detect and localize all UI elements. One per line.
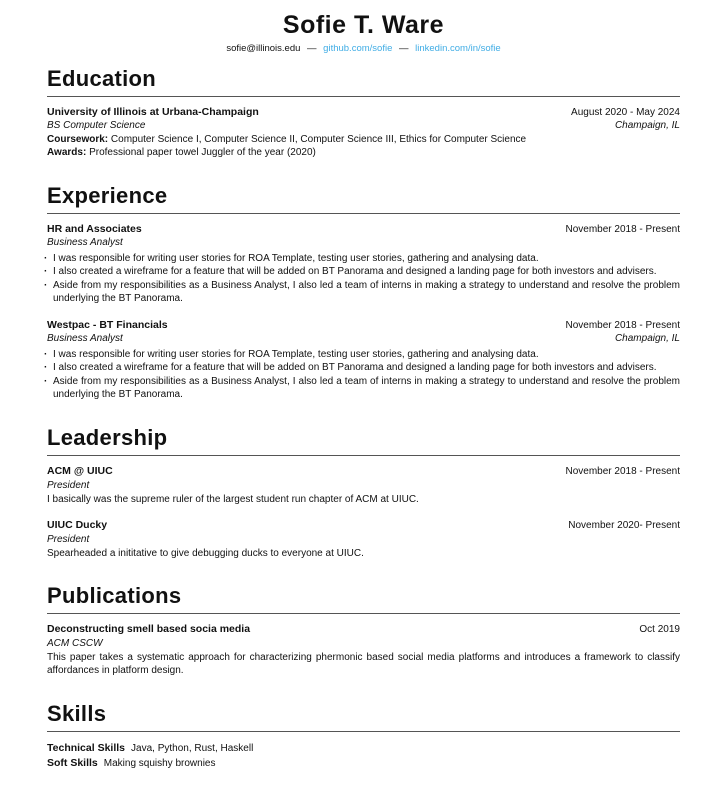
publication-venue: ACM CSCW xyxy=(47,637,103,649)
role-description: I basically was the supreme ruler of the largest student run chapter of ACM at UIUC. xyxy=(47,493,419,505)
section-leadership xyxy=(47,426,680,560)
publication-description: This paper takes a systematic approach for characterizing phermonic based social media platforms and introduces a framework to classify affordances in platform design. xyxy=(47,651,680,677)
technical-skills-label: Technical Skills xyxy=(47,741,126,754)
education-location: Champaign, IL xyxy=(614,120,680,132)
bullet-item: · I was responsible for writing user stories for ROA Template, testing user stories, gathering and analysing data. xyxy=(43,252,680,266)
skills-entry xyxy=(47,741,680,771)
education-dates: August 2020 - May 2024 xyxy=(571,106,680,118)
leadership-entry xyxy=(47,465,680,506)
resume-header xyxy=(47,12,680,54)
experience-entry xyxy=(47,319,680,402)
leadership-heading: Leadership xyxy=(47,424,168,450)
email-text: sofie@illinois.edu xyxy=(226,42,301,54)
degree: BS Computer Science xyxy=(47,120,146,132)
coursework-label: Coursework: xyxy=(47,133,109,145)
education-entry xyxy=(47,106,680,160)
job-dates: November 2018 - Present xyxy=(565,223,680,235)
company-name: Westpac - BT Financials xyxy=(47,318,168,331)
soft-skills-list: Making squishy brownies xyxy=(103,757,216,769)
bullet-item: · I also created a wireframe for a feature that will be added on BT Panorama and designed a landing page for both investors and advisers. xyxy=(43,265,680,279)
publications-heading: Publications xyxy=(47,583,182,609)
bullet-item: · I also created a wireframe for a feature that will be added on BT Panorama and designed a landing page for both investors and advisers. xyxy=(43,361,680,375)
separator-dash: — xyxy=(307,42,317,54)
role-title: President xyxy=(47,533,90,545)
school-name: University of Illinois at Urbana-Champaign xyxy=(47,105,259,118)
separator-dash: — xyxy=(399,42,409,54)
bullet-item: · Aside from my responsibilities as a Business Analyst, I also led a team of interns in making a strategy to understand and resolve the problem underlying the BT Panorama. xyxy=(43,375,680,402)
section-divider xyxy=(47,613,680,614)
person-name: Sofie T. Ware xyxy=(282,11,445,39)
role-dates: November 2020- Present xyxy=(568,520,680,532)
company-name: HR and Associates xyxy=(47,222,142,235)
section-divider xyxy=(47,455,680,456)
publication-title: Deconstructing smell based socia media xyxy=(47,623,251,636)
role-description: Spearheaded a inititative to give debugging ducks to everyone at UIUC. xyxy=(47,547,364,559)
job-title: Business Analyst xyxy=(47,333,123,345)
section-divider xyxy=(47,96,680,97)
education-heading: Education xyxy=(47,65,157,91)
contact-line xyxy=(47,43,680,54)
org-name: UIUC Ducky xyxy=(47,519,108,532)
job-bullets xyxy=(47,252,680,306)
leadership-entry xyxy=(47,519,680,560)
section-education xyxy=(47,67,680,160)
experience-heading: Experience xyxy=(47,182,168,208)
awards-label: Awards: xyxy=(47,147,87,159)
soft-skills-label: Soft Skills xyxy=(47,756,98,769)
linkedin-link[interactable]: linkedin.com/in/sofie xyxy=(415,42,501,54)
section-divider xyxy=(47,213,680,214)
coursework-line xyxy=(47,133,680,147)
technical-skills-list: Java, Python, Rust, Haskell xyxy=(131,742,254,754)
job-dates: November 2018 - Present xyxy=(565,319,680,331)
awards-line xyxy=(47,146,680,160)
section-publications xyxy=(47,584,680,678)
skills-heading: Skills xyxy=(47,700,107,726)
experience-entry xyxy=(47,223,680,306)
section-divider xyxy=(47,731,680,732)
awards-text: Professional paper towel Juggler of the year (2020) xyxy=(89,147,316,159)
publication-date: Oct 2019 xyxy=(639,624,680,636)
coursework-list: Computer Science I, Computer Science II, Computer Science III, Ethics for Computer Science xyxy=(110,133,527,145)
bullet-item: · I was responsible for writing user stories for ROA Template, testing user stories, gathering and analysing data. xyxy=(43,348,680,362)
technical-skills-line xyxy=(47,741,680,756)
job-location: Champaign, IL xyxy=(614,333,680,345)
job-bullets xyxy=(47,348,680,402)
bullet-item: · Aside from my responsibilities as a Business Analyst, I also led a team of interns in making a strategy to understand and resolve the problem underlying the BT Panorama. xyxy=(43,279,680,306)
role-title: President xyxy=(47,479,90,491)
github-link[interactable]: github.com/sofie xyxy=(323,42,393,54)
org-name: ACM @ UIUC xyxy=(47,465,113,478)
section-experience xyxy=(47,184,680,402)
soft-skills-line xyxy=(47,756,680,771)
publication-entry xyxy=(47,623,680,678)
job-title: Business Analyst xyxy=(47,237,123,249)
section-skills xyxy=(47,702,680,771)
role-dates: November 2018 - Present xyxy=(565,466,680,478)
